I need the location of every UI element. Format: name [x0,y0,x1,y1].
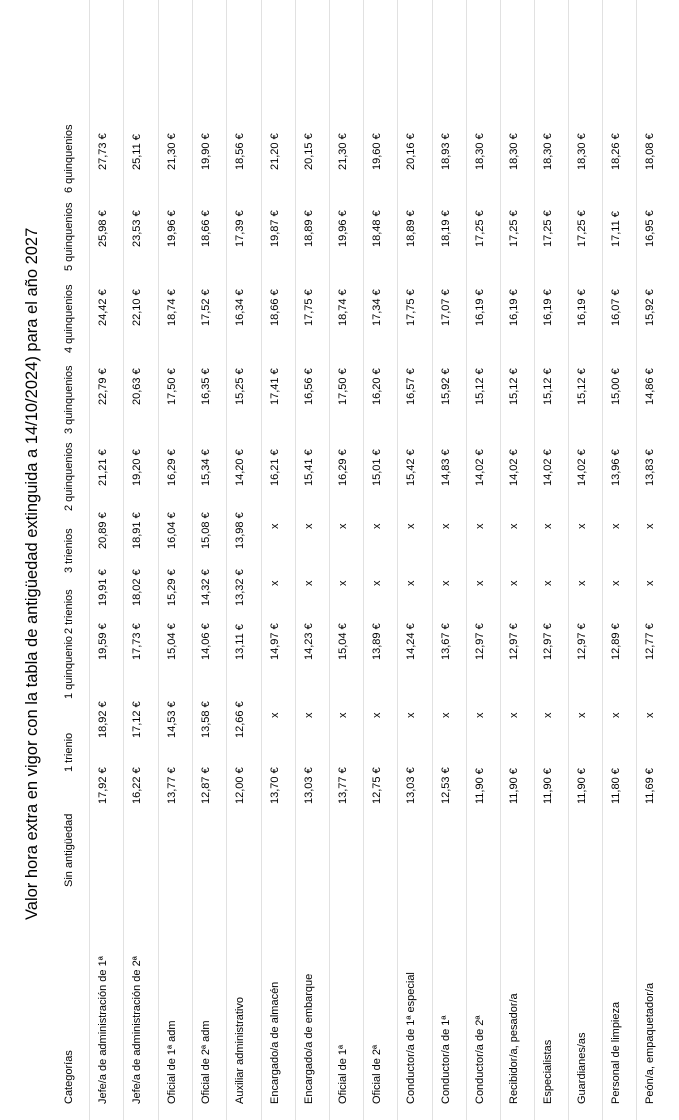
column-header: 3 quinquenios [63,365,75,434]
row-category: Especialistas [542,1039,554,1104]
row-divider [432,0,433,1120]
table-cell: 15,04 € [166,623,178,660]
row-divider [466,0,467,1120]
table-cell: 18,30 € [576,133,588,170]
table-cell: 20,16 € [405,133,417,170]
table-cell: 17,92 € [97,767,109,804]
table-cell: x [371,712,383,718]
table-cell: 15,12 € [542,368,554,405]
table-cell: 16,19 € [474,289,486,326]
table-cell: x [644,712,656,718]
column-header: 1 trienio [63,732,75,772]
table-cell: 16,95 € [644,210,656,247]
table-cell: 17,12 € [131,701,143,738]
table-cell: x [542,712,554,718]
table-cell: 12,77 € [644,623,656,660]
table-cell: 18,56 € [234,133,246,170]
table-cell: 18,30 € [474,133,486,170]
table-cell: x [269,523,281,529]
table-cell: 11,80 € [610,768,622,804]
table-cell: 13,03 € [405,767,417,804]
table-cell: 17,50 € [337,368,349,405]
table-cell: 15,42 € [405,449,417,486]
column-header: 4 quinquenios [63,284,75,353]
row-divider [261,0,262,1120]
table-cell: x [371,523,383,529]
table-cell: 18,89 € [303,210,315,247]
table-cell: x [542,523,554,529]
table-cell: 16,29 € [166,449,178,486]
table-cell: 20,15 € [303,133,315,170]
table-cell: 19,96 € [337,210,349,247]
table-cell: 18,66 € [200,210,212,247]
table-cell: 16,19 € [542,289,554,326]
table-cell: 13,67 € [440,623,452,660]
table-cell: 15,29 € [166,569,178,606]
table-cell: x [405,712,417,718]
table-cell: x [440,712,452,718]
row-divider [226,0,227,1120]
table-cell: x [508,712,520,718]
table-cell: 17,52 € [200,289,212,326]
table-cell: 18,02 € [131,569,143,606]
row-divider [534,0,535,1120]
table-cell: 16,20 € [371,368,383,405]
table-cell: 20,63 € [131,368,143,405]
table-cell: 18,19 € [440,210,452,247]
table-cell: 16,34 € [234,289,246,326]
column-header: 2 quinquenios [63,442,75,511]
row-divider [397,0,398,1120]
row-category: Conductor/a de 1ª especial [405,972,417,1104]
table-cell: 19,96 € [166,210,178,247]
table-cell: 18,74 € [166,289,178,326]
table-cell: x [508,580,520,586]
table-cell: 16,35 € [200,368,212,405]
table-cell: x [337,523,349,529]
table-cell: x [337,580,349,586]
table-cell: 17,75 € [303,289,315,326]
table-cell: 12,00 € [234,767,246,804]
table-cell: 18,93 € [440,133,452,170]
row-divider [602,0,603,1120]
table-cell: x [508,523,520,529]
table-cell: 24,42 € [97,289,109,326]
table-cell: 18,74 € [337,289,349,326]
row-divider [500,0,501,1120]
table-cell: 17,73 € [131,623,143,660]
table-cell: x [405,580,417,586]
row-divider [123,0,124,1120]
table-cell: 12,53 € [440,767,452,804]
table-cell: 14,02 € [508,449,520,486]
table-cell: 17,34 € [371,289,383,326]
table-cell: 14,06 € [200,623,212,660]
table-cell: 22,10 € [131,289,143,326]
table-cell: 25,98 € [97,210,109,247]
table-cell: 12,97 € [474,623,486,660]
table-cell: 16,56 € [303,368,315,405]
table-cell: x [576,523,588,529]
table-cell: 19,91 € [97,569,109,606]
table-cell: 15,01 € [371,449,383,486]
row-category: Oficial de 1ª [337,1044,349,1104]
row-category: Recibidor/a, pesador/a [508,993,520,1104]
table-cell: 14,23 € [303,623,315,660]
table-cell: x [405,523,417,529]
table-cell: 17,50 € [166,368,178,405]
table-cell: 15,00 € [610,368,622,405]
table-cell: 19,60 € [371,133,383,170]
table-cell: 21,21 € [97,449,109,486]
table-cell: 19,59 € [97,623,109,660]
table-cell: 11,69 € [644,768,656,804]
row-divider [295,0,296,1120]
row-category: Oficial de 2ª adm [200,1020,212,1104]
row-category: Oficial de 1ª adm [166,1020,178,1104]
table-cell: 11,90 € [508,768,520,804]
row-category: Guardianes/as [576,1032,588,1104]
table-cell: 12,97 € [508,623,520,660]
table-cell: 19,20 € [131,449,143,486]
table-cell: 17,41 € [269,368,281,405]
table-cell: x [303,580,315,586]
table-cell: 15,92 € [644,289,656,326]
table-cell: x [371,580,383,586]
row-category: Conductor/a de 2ª [474,1015,486,1104]
column-header-categorias: Categorías [63,1050,75,1104]
table-cell: 17,39 € [234,210,246,247]
table-cell: 12,89 € [610,623,622,660]
table-cell: 21,20 € [269,133,281,170]
table-cell: x [440,523,452,529]
table-cell: x [644,580,656,586]
table-cell: x [440,580,452,586]
table-cell: 25,11 € [131,134,143,170]
row-divider [568,0,569,1120]
table-cell: x [303,523,315,529]
table-cell: 14,02 € [542,449,554,486]
table-cell: 13,83 € [644,449,656,486]
row-divider [192,0,193,1120]
column-header: 2 trienios [63,589,75,634]
table-cell: 16,19 € [576,289,588,326]
table-cell: 12,66 € [234,701,246,738]
table-cell: x [269,712,281,718]
row-category: Jefe/a de administración de 2ª [131,956,143,1104]
table-cell: 11,90 € [474,768,486,804]
table-cell: 21,30 € [337,133,349,170]
table-cell: 15,12 € [474,368,486,405]
table-cell: 16,57 € [405,368,417,405]
table-cell: 17,11 € [610,211,622,247]
table-cell: 23,53 € [131,210,143,247]
column-header: 1 quinquenio [63,635,75,699]
table-cell: 17,25 € [474,210,486,247]
table-cell: 14,20 € [234,449,246,486]
table-cell: 16,29 € [337,449,349,486]
row-category: Peón/a, empaquetador/a [644,982,656,1104]
table-cell: 22,79 € [97,368,109,405]
table-cell: 13,96 € [610,449,622,486]
table-cell: 14,83 € [440,449,452,486]
row-divider [636,0,637,1120]
table-cell: 27,73 € [97,133,109,170]
row-category: Jefe/a de administración de 1ª [97,956,109,1104]
table-cell: 14,02 € [474,449,486,486]
table-cell: 14,97 € [269,623,281,660]
table-cell: 16,07 € [610,289,622,326]
table-cell: x [303,712,315,718]
table-cell: x [610,712,622,718]
table-cell: 12,97 € [576,623,588,660]
table-cell: x [576,712,588,718]
column-header: 6 quinquenios [63,124,75,193]
table-cell: 18,30 € [508,133,520,170]
table-cell: 14,86 € [644,368,656,405]
row-divider [89,0,90,1120]
column-header: 3 trienios [63,528,75,573]
table-cell: x [542,580,554,586]
table-cell: 18,48 € [371,210,383,247]
row-category: Oficial de 2ª [371,1044,383,1104]
table-cell: 13,89 € [371,623,383,660]
table-cell: 15,25 € [234,368,246,405]
table-cell: 16,19 € [508,289,520,326]
column-header: Sin antigüedad [63,813,75,887]
table-cell: 19,90 € [200,133,212,170]
table-cell: 17,07 € [440,289,452,326]
table-cell: 18,91 € [131,512,143,549]
table-cell: 18,26 € [610,133,622,170]
table-cell: 11,90 € [542,768,554,804]
table-cell: 14,53 € [166,701,178,738]
table-cell: 13,77 € [166,767,178,804]
row-divider [158,0,159,1120]
table-cell: 18,08 € [644,133,656,170]
table-cell: 17,25 € [542,210,554,247]
table-cell: x [474,580,486,586]
table-cell: 15,92 € [440,368,452,405]
table-cell: 15,08 € [200,512,212,549]
table-cell: 13,98 € [234,512,246,549]
table-cell: 18,66 € [269,289,281,326]
table-cell: 13,03 € [303,767,315,804]
table-cell: 11,90 € [576,768,588,804]
table-cell: 18,30 € [542,133,554,170]
row-category: Encargado/a de embarque [303,973,315,1104]
row-category: Auxiliar administrativo [234,997,246,1104]
table-cell: 15,41 € [303,449,315,486]
table-cell: 21,30 € [166,133,178,170]
row-divider [363,0,364,1120]
table-cell: 14,02 € [576,449,588,486]
table-cell: x [474,523,486,529]
table-cell: 18,89 € [405,210,417,247]
table-cell: 12,97 € [542,623,554,660]
table-cell: 17,75 € [405,289,417,326]
table-cell: 14,24 € [405,623,417,660]
table-cell: 15,12 € [576,368,588,405]
table-cell: x [337,712,349,718]
table-cell: x [610,523,622,529]
table-cell: x [576,580,588,586]
row-category: Personal de limpieza [610,1001,622,1104]
table-cell: 20,89 € [97,512,109,549]
table-cell: 17,25 € [576,210,588,247]
table-cell: 13,58 € [200,701,212,738]
row-category: Encargado/a de almacén [269,981,281,1104]
table-cell: 15,04 € [337,623,349,660]
table-cell: 16,04 € [166,512,178,549]
column-header: 5 quinquenios [63,202,75,271]
table-cell: 18,92 € [97,701,109,738]
table-cell: 19,87 € [269,210,281,247]
page-title: Valor hora extra en vigor con la tabla de antigüedad extinguida a 14/10/2024) para el año 2027 [23,227,41,920]
table-cell: 12,75 € [371,767,383,804]
table-cell: x [644,523,656,529]
row-divider [329,0,330,1120]
table-cell: 15,34 € [200,449,212,486]
table-cell: 14,32 € [200,569,212,606]
table-cell: 13,70 € [269,767,281,804]
table-cell: 16,22 € [131,767,143,804]
table-cell: 13,77 € [337,767,349,804]
table-cell: 13,11 € [234,624,246,660]
row-category: Conductor/a de 1ª [440,1015,452,1104]
table-cell: 15,12 € [508,368,520,405]
table-cell: x [610,580,622,586]
table-cell: 12,87 € [200,767,212,804]
table-cell: 16,21 € [269,449,281,486]
table-cell: 17,25 € [508,210,520,247]
table-cell: x [269,580,281,586]
table-cell: x [474,712,486,718]
table-cell: 13,32 € [234,569,246,606]
